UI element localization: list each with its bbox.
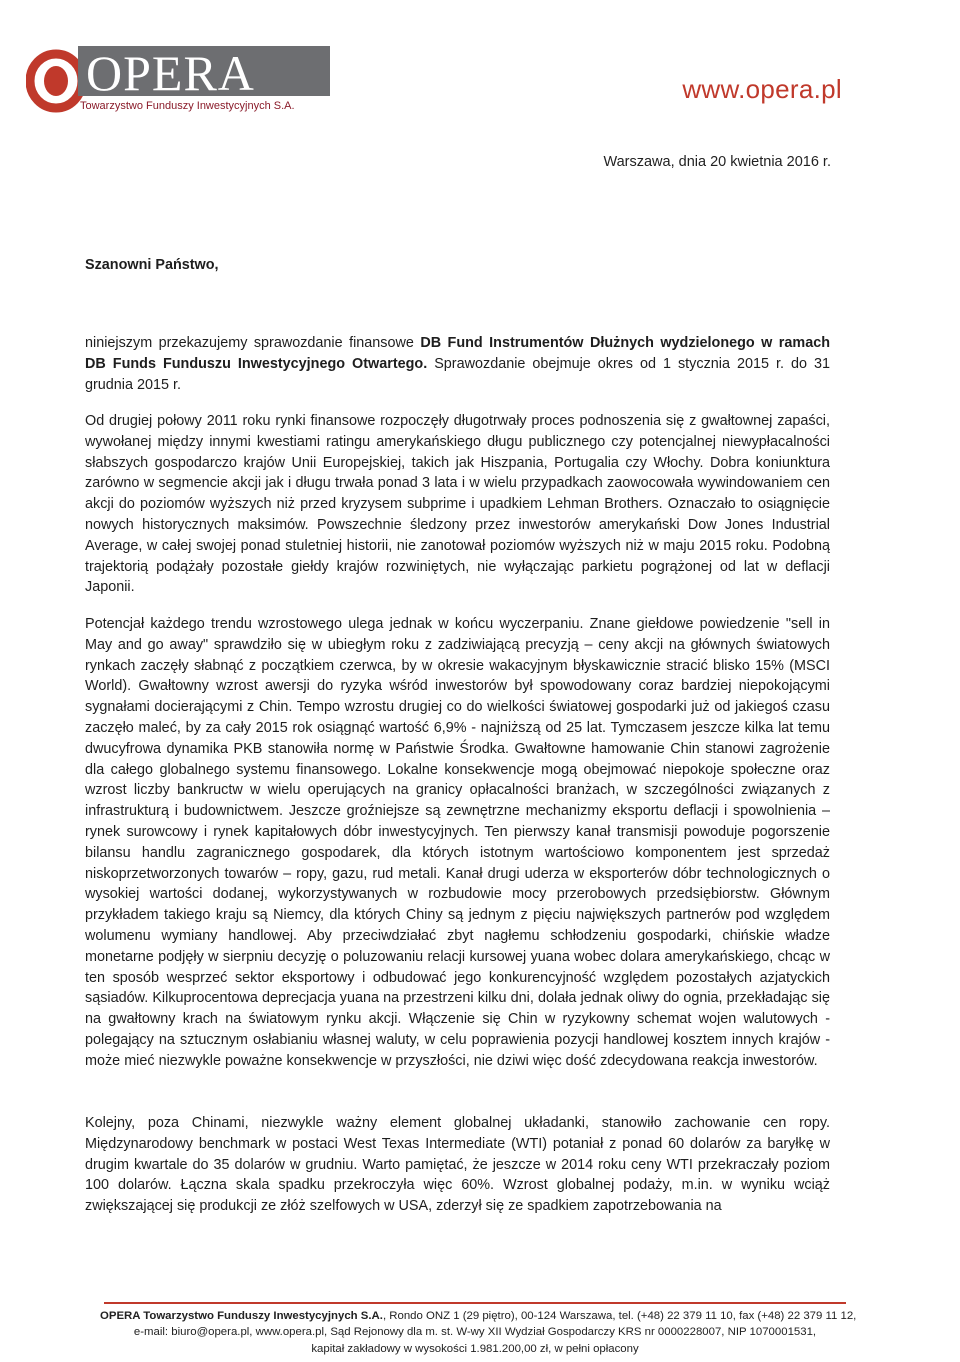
footer-line-3: kapitał zakładowy w wysokości 1.981.200,00 zł, w pełni opłacony (311, 1342, 639, 1355)
footer (100, 1308, 857, 1357)
letter-paragraph-markets: Od drugiej połowy 2011 roku rynki finansowe rozpoczęły długotrwały proces podnoszenia się z gwałtownej zapaści, wywołanej między innymi kwestiami ratingu amerykańskiego długu publicznego czy potencjalnej niewypłacalności słabszych gospodarczo krajów Unii Europejskiej, takich jak Hiszpania, Portugalia czy Włochy. Dobra koniunktura zarówno w segmencie akcji jak i długu trwała ponad 3 lata i w wielu przypadkach zaowocowała wywindowaniem cen akcji do poziomów wyższych niż przed kryzysem subprime i upadkiem Lehman Brothers. Oznaczało to osiągnięcie nowych historycznych maksimów. Powszechnie śledzony przez inwestorów amerykański Dow Jones Industrial Average, w całej swojej ponad stuletniej historii, nie zanotował poziomów wyższych niż w maju 2015 roku. Podobną trajektorią podążały pozostałe giełdy krajów rozwiniętych, nie wyłączając parkietu pogrążonej od lat w deflacji Japonii. (85, 413, 830, 596)
intro-lead: niniejszym przekazujemy sprawozdanie finansowe (85, 335, 421, 351)
footer-line-2: e-mail: biuro@opera.pl, www.opera.pl, Sąd Rejonowy dla m. st. W-wy XII Wydział Gospodarczy KRS nr 0000228007, NIP 1070001531, (133, 1326, 817, 1339)
letter-paragraph-china: Potencjał każdego trendu wzrostowego ulega jednak w końcu wyczerpaniu. Znane giełdowe powiedzenie "sell in May and go away" sprawdziło się w ubiegłym roku z zadziwiającą precyzją – ceny akcji na głównych światowych rynkach zaczęły słabnąć z początkiem czerwca, by w okresie wakacyjnym błyskawicznie stracić blisko 15% (MSCI World). Gwałtowny wzrost awersji do ryzyka wśród inwestorów był spowodowany coraz bardziej niepokojącymi sygnałami docierającymi z Chin. Tempo wzrostu drugiej co do wielkości światowej gospodarki już od jakiegoś czasu zaczęło maleć, by za cały 2015 rok osiągnąć wartość 6,9% - najniższą od 25 lat. Tymczasem jeszcze kilka lat temu dwucyfrowa dynamika PKB stanowiła normę w Państwie Środka. Gwałtowne hamowanie Chin stanowi zagrożenie dla całego globalnego systemu finansowego. Lokalne konsekwencje mogą obejmować niepokoje społeczne oraz wzrost liczby bankructw w wielu operujących na granicy opłacalności branżach, w szczególności związanych z infrastrukturą i budownictwem. Jeszcze groźniejsze są zewnętrzne mechanizmy eksportu deflacji i spowolnienia – rynek surowcowy i rynek kapitałowych dóbr inwestycyjnych. Ten pierwszy kanał transmisji powoduje pogorszenie bilansu handlu zagranicznego gospodarek, dla których istotnym wartościowo komponentem jest sprzedaż niskoprzetworzonych towarów – ropy, gazu, rud metali. Kanał drugi uderza w eksporterów dóbr technologicznych o wysokiej wartości dodanej, wykorzystywanych w rozbudowie mocy przerobowych przedsiębiorstw. Głównym przykładem takiego kraju są Niemcy, dla których Chiny są jednym z pięciu największych partnerów pod względem wolumenu wymiany handlowej. Aby przeciwdziałać zbyt nagłemu schłodzeniu gospodarki, chińskie władze monetarne podjęły w sierpniu decyzję o poluzowaniu relacji kursowej yuana wobec dolara amerykańskiego, chcąc w ten sposób wesprzeć sektor eksportowy i odbudować jego konkurencyjność względem pozostałych azjatyckich sąsiadów. Kilkuprocentowa deprecjacja yuana na przestrzeni kilku dni, dolała jednak oliwy do ognia, przekładając się na gwałtowny krach na światowym rynku akcji. Włączenie się Chin w ryzykowny schemat wojen walutowych - polegający na sztucznym osłabianiu własnej waluty, w celu poprawienia pozycji handlowej kosztem innych krajów - może mieć niezwykle poważne konsekwencje w przyszłości, nie dziwi więc dość zdecydowana reakcja inwestorów. (85, 616, 830, 1069)
letter-date: Warszawa, dnia 20 kwietnia 2016 r. (603, 154, 831, 170)
opera-logo-mark-icon (26, 48, 86, 114)
letter-greeting: Szanowni Państwo, (85, 257, 219, 273)
letter-paragraph-intro (85, 333, 830, 395)
footer-address: , Rondo ONZ 1 (29 piętro), 00-124 Warszawa, tel. (+48) 22 379 11 10, fax (+48) 22 379 11 12, (382, 1310, 857, 1322)
footer-divider (104, 1302, 846, 1304)
site-url-link[interactable]: www.opera.pl (682, 74, 842, 104)
logo-tagline: Towarzystwo Funduszy Inwestycyjnych S.A. (80, 100, 295, 112)
footer-company: OPERA Towarzystwo Funduszy Inwestycyjnych S.A. (100, 1310, 383, 1322)
fund-name: DB Fund Instrumentów Dłużnych wydzielonego w ramach DB Funds Funduszu Inwestycyjnego Otwartego. (85, 335, 830, 372)
footer-line-1 (100, 1308, 857, 1324)
opera-logo (26, 46, 326, 118)
logo-wordmark: OPERA (86, 45, 255, 101)
intro-rest: Sprawozdanie obejmuje okres od 1 stycznia 2015 r. do 31 grudnia 2015 r. (85, 355, 830, 393)
letter-paragraph-oil: Kolejny, poza Chinami, niezwykle ważny element globalnej układanki, stanowiło zachowanie cen ropy. Międzynarodowy benchmark w postaci West Texas Intermediate (WTI) potaniał z ponad 60 dolarów za baryłkę w drugim kwartale do 35 dolarów w grudniu. Warto pamiętać, że jeszcze w 2014 roku ceny WTI przekraczały poziom 100 dolarów. Łączna skala spadku przekroczyła więc 60%. Wzrost globalnej podaży, m.in. w wyniku wciąż zwiększającej się produkcji ze złóż szelfowych w USA, zderzył się ze spadkiem zapotrzebowania na (85, 1115, 830, 1215)
